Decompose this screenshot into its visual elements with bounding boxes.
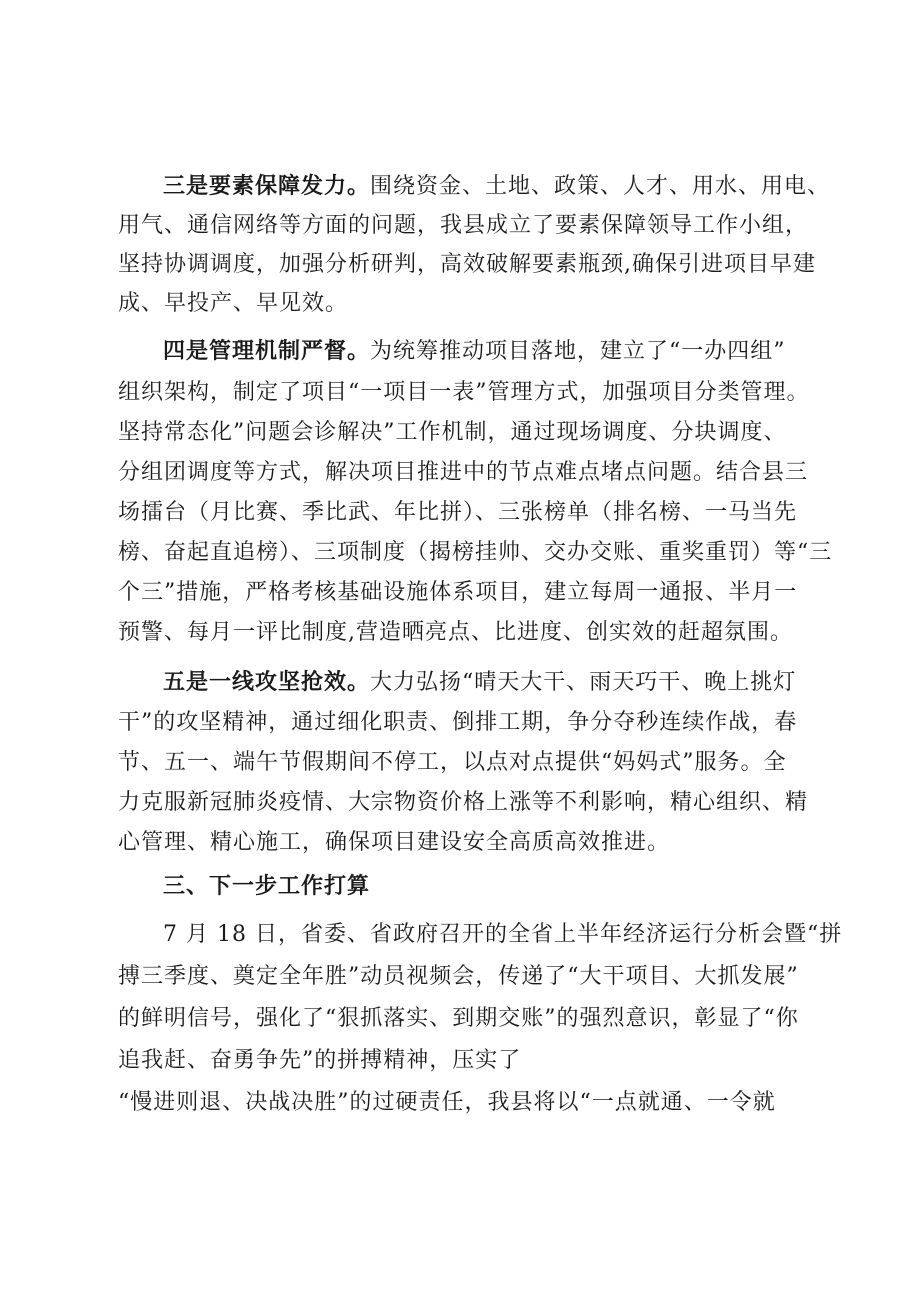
paragraph-line: 坚持协调调度，加强分析研判，高效破解要素瓶颈,确保引进项目早建 (118, 252, 816, 277)
section-heading: 三、下一步工作打算 (163, 874, 371, 899)
paragraph-line: 的鲜明信号，强化了“狠抓落实、到期交账”的强烈意识，彰显了“你 (118, 1006, 799, 1031)
paragraph-line: 个三”措施，严格考核基础设施体系项目，建立每周一通报、半月一 (118, 580, 798, 605)
paragraph-lead: 四是管理机制严督。 (163, 339, 371, 364)
paragraph-line: 7 月 18 日，省委、省政府召开的全省上半年经济运行分析会暨“拼 (163, 922, 843, 947)
paragraph-line: 场擂台（月比赛、季比武、年比拼）、三张榜单（排名榜、一马当先 (118, 500, 798, 525)
paragraph-line: 榜、奋起直追榜）、三项制度（揭榜挂帅、交办交账、重奖重罚）等“三 (118, 540, 833, 565)
paragraph-lead: 五是一线攻坚抢效。 (163, 670, 371, 695)
paragraph-line: 成、早投产、早见效。 (118, 291, 349, 316)
paragraph-lead: 三是要素保障发力。 (163, 174, 371, 199)
paragraph-line: 搏三季度、奠定全年胜”动员视频会，传递了“大干项目、大抓发展” (118, 964, 799, 989)
paragraph-line (163, 337, 786, 367)
paragraph-line (163, 668, 796, 698)
paragraph-line: 分组团调度等方式，解决项目推进中的节点难点堵点问题。结合县三 (118, 460, 809, 485)
paragraph-line: 组织架构，制定了项目“一项目一表”管理方式，加强项目分类管理。 (118, 380, 810, 405)
paragraph-line: “慢进则退、决战决胜”的过硬责任，我县将以“一点就通、一令就 (118, 1090, 776, 1115)
paragraph-line: 干”的攻坚精神，通过细化职责、倒排工期，争分夺秒连续作战，春 (118, 710, 798, 735)
paragraph-line: 用气、通信网络等方面的问题，我县成立了要素保障领导工作小组， (118, 213, 809, 238)
paragraph-line (163, 172, 830, 202)
paragraph-line: 节、五一、端午节假期间不停工，以点对点提供“妈妈式”服务。全 (118, 750, 787, 775)
paragraph-line: 预警、每月一评比制度,营造晒亮点、比进度、创实效的赶超氛围。 (118, 620, 793, 645)
paragraph-line: 追我赶、奋勇争先”的拼搏精神，压实了 (118, 1048, 522, 1073)
paragraph-text: 为统筹推动项目落地，建立了“一办四组” (370, 339, 786, 364)
paragraph-text: 围绕资金、土地、政策、人才、用水、用电、 (370, 174, 831, 199)
paragraph-line: 力克服新冠肺炎疫情、大宗物资价格上涨等不利影响，精心组织、精 (118, 790, 809, 815)
paragraph-line: 心管理、精心施工，确保项目建设安全高质高效推进。 (118, 830, 671, 855)
paragraph-text: 大力弘扬“晴天大干、雨天巧干、晚上挑灯 (370, 670, 797, 695)
paragraph-line: 坚持常态化”问题会诊解决”工作机制，通过现场调度、分块调度、 (118, 420, 787, 445)
